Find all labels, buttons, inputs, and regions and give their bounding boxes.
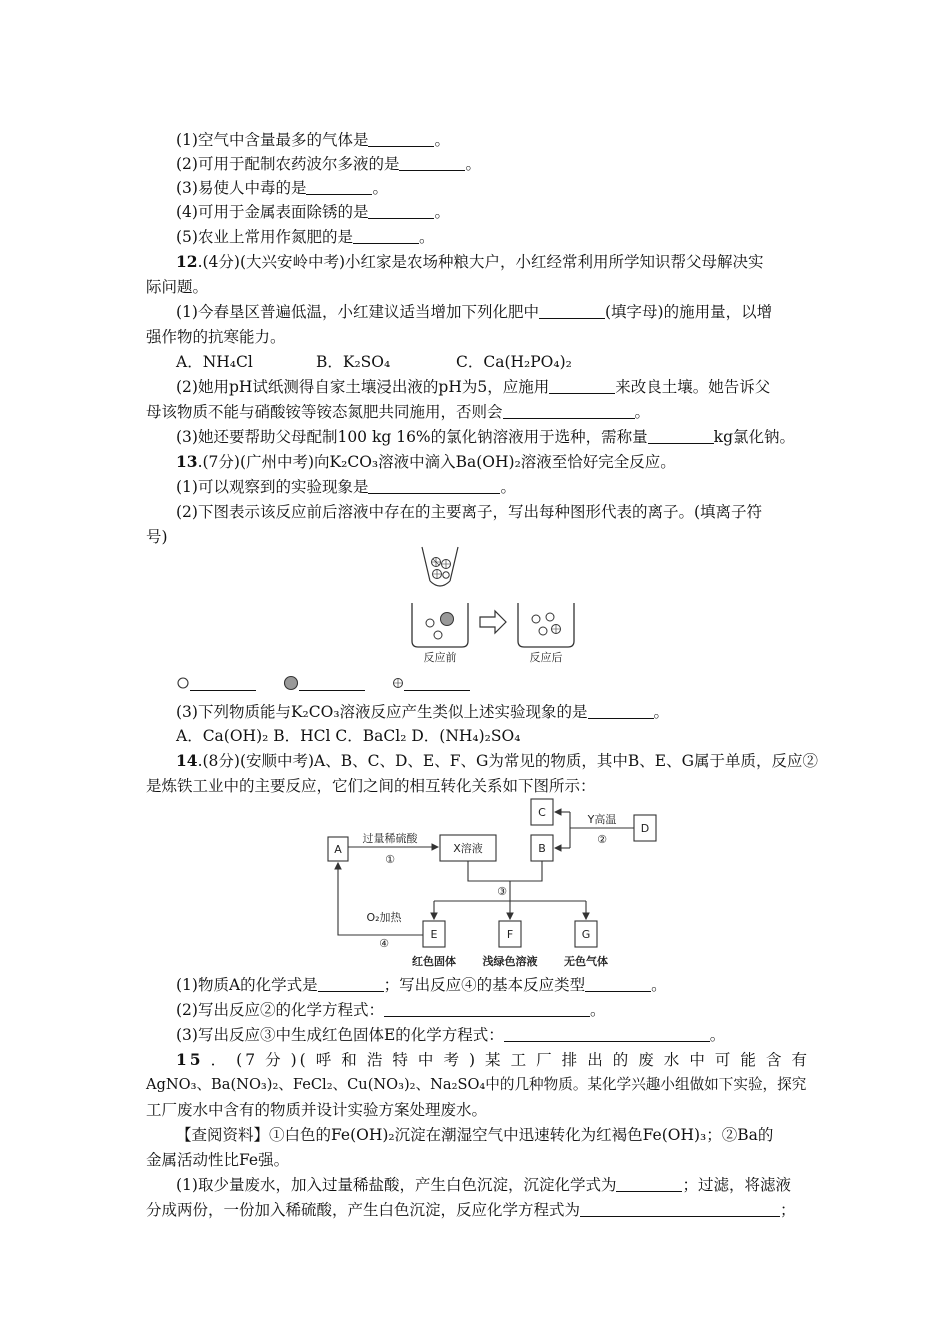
q15-part1 xyxy=(176,1173,810,1197)
after-label: 反应后 xyxy=(529,651,563,664)
edge-3-merge xyxy=(468,861,542,881)
q14-part1-text: (1)物质A的化学式是 xyxy=(176,976,318,994)
q13-part3 xyxy=(176,700,810,724)
dropper-tip xyxy=(430,581,450,586)
q14-part3 xyxy=(176,1023,810,1047)
box-b-label: B xyxy=(538,842,546,855)
answer-blank[interactable] xyxy=(549,378,615,394)
q13-ion-answers xyxy=(176,672,810,696)
period-mark: 。 xyxy=(709,1026,726,1044)
box-x-label: X溶液 xyxy=(453,842,483,855)
q14-heading-text: .(8分)(安顺中考)A、B、C、D、E、F、G为常见的物质，其中B、E、G属于单质，反应② xyxy=(197,752,818,770)
q13-part2-cont: 号) xyxy=(146,528,168,546)
q13-heading-text: .(7分)(广州中考)向K₂CO₃溶液中滴入Ba(OH)₂溶液至恰好完全反应。 xyxy=(197,453,676,471)
q13-options[interactable]: A．Ca(OH)₂ B．HCl C．BaCl₂ D．(NH₄)₂SO₄ xyxy=(176,727,521,745)
q11-item-4 xyxy=(176,200,810,224)
edge-2-label: Y高温 xyxy=(587,813,617,826)
q12-part1-cont: 强作物的抗寒能力。 xyxy=(146,328,286,346)
period-mark: 。 xyxy=(589,1001,606,1019)
q11-item-5-text: (5)农业上常用作氮肥的是 xyxy=(176,228,353,246)
q12-part1 xyxy=(176,300,810,324)
ion-reaction-figure xyxy=(400,545,580,665)
answer-blank[interactable] xyxy=(504,1026,710,1042)
answer-blank[interactable] xyxy=(404,675,470,691)
q15-reference-info: 【查阅资料】①白色的Fe(OH)₂沉淀在潮湿空气中迅速转化为红褐色Fe(OH)₃；②Ba的 xyxy=(176,1126,774,1144)
q14-part2-text: (2)写出反应②的化学方程式： xyxy=(176,1001,384,1019)
box-f-label: F xyxy=(506,928,514,941)
answer-blank[interactable] xyxy=(368,131,434,147)
q13-part2-text: (2)下图表示该反应前后溶液中存在的主要离子，写出每种图形代表的离子。(填离子符 xyxy=(176,503,763,521)
q15-number: 15 xyxy=(176,1050,204,1069)
answer-blank[interactable] xyxy=(580,1201,780,1217)
q14-part1 xyxy=(176,973,810,997)
q12-option-b[interactable]: B．K₂SO₄ xyxy=(316,353,391,371)
box-a-label: A xyxy=(334,843,342,856)
dropper-ions xyxy=(432,558,451,579)
answer-blank[interactable] xyxy=(503,403,635,419)
box-g-label: G xyxy=(581,928,591,941)
q11-item-1-text: (1)空气中含量最多的气体是 xyxy=(176,131,369,149)
q15-heading-text: ．(7分)(呼和浩特中考)某工厂排出的废水中可能含有 xyxy=(203,1051,810,1069)
q12-part1-text: (1)今春垦区普遍低温，小红建议适当增加下列化肥中 xyxy=(176,303,539,321)
q13-part1-text: (1)可以观察到的实验现象是 xyxy=(176,478,369,496)
answer-blank[interactable] xyxy=(306,179,372,195)
label-g: 无色气体 xyxy=(564,955,608,968)
q13-part3-text: (3)下列物质能与K₂CO₃溶液反应产生类似上述实验现象的是 xyxy=(176,703,588,721)
answer-blank[interactable] xyxy=(353,228,419,244)
beaker-before xyxy=(412,603,468,647)
q11-item-3 xyxy=(176,176,810,200)
q11-item-1 xyxy=(176,128,810,152)
q12-option-c[interactable]: C．Ca(H₂PO₄)₂ xyxy=(456,353,572,371)
answer-blank[interactable] xyxy=(318,976,384,992)
q13-part1 xyxy=(176,475,810,499)
period-mark: 。 xyxy=(372,179,388,197)
q12-part3 xyxy=(176,425,810,449)
answer-blank[interactable] xyxy=(190,675,256,691)
box-c-label: C xyxy=(538,806,546,819)
q15-heading-cont2: 工厂废水中含有的物质并设计实验方案处理废水。 xyxy=(146,1101,488,1119)
q11-item-4-text: (4)可用于金属表面除锈的是 xyxy=(176,203,369,221)
semicolon-mark: ； xyxy=(780,1201,796,1219)
q12-part1-text2: (填字母)的施用量，以增 xyxy=(604,303,773,321)
q15-part1-cont-text: 分成两份，一份加入稀硫酸，产生白色沉淀，反应化学方程式为 xyxy=(146,1201,581,1219)
q11-item-2 xyxy=(176,152,810,176)
q14-heading-cont: 是炼铁工业中的主要反应，它们之间的相互转化关系如下图所示： xyxy=(146,777,596,795)
edge-1-number: ① xyxy=(385,853,395,866)
answer-blank[interactable] xyxy=(368,478,500,494)
period-mark: 。 xyxy=(653,703,670,721)
q15-part1-cont xyxy=(146,1198,810,1222)
edge-4-label: O₂加热 xyxy=(366,911,402,924)
reaction-arrow-icon xyxy=(480,611,506,633)
q12-heading-cont: 际问题。 xyxy=(146,278,209,296)
before-label: 反应前 xyxy=(423,651,457,664)
edge-4 xyxy=(338,863,423,935)
q14-part3-text: (3)写出反应③中生成红色固体E的化学方程式： xyxy=(176,1026,504,1044)
q15-heading xyxy=(176,1048,810,1072)
q12-part2 xyxy=(176,375,810,399)
q15-part1-text: (1)取少量废水，加入过量稀盐酸，产生白色沉淀，沉淀化学式为 xyxy=(176,1176,617,1194)
q12-option-a[interactable]: A．NH₄Cl xyxy=(176,353,253,371)
conversion-flow-diagram xyxy=(322,795,662,975)
q12-part2-text: (2)她用pH试纸测得自家土壤浸出液的pH为5，应施用 xyxy=(176,378,550,396)
q12-part2-cont xyxy=(146,400,810,424)
q11-item-5 xyxy=(176,225,810,249)
q15-part1-text2: ；过滤，将滤液 xyxy=(682,1176,791,1194)
answer-blank[interactable] xyxy=(368,203,434,219)
edge-3-number: ③ xyxy=(497,885,507,898)
answer-blank[interactable] xyxy=(384,1001,590,1017)
edge-1-label: 过量稀硫酸 xyxy=(362,832,418,845)
beaker-before-ions xyxy=(426,613,454,640)
q12-number: 12 xyxy=(176,252,198,271)
q12-part2-cont-text: 母该物质不能与硝酸铵等铵态氮肥共同施用，否则会 xyxy=(146,403,503,421)
q12-options xyxy=(176,350,810,374)
answer-blank[interactable] xyxy=(585,976,651,992)
q14-heading xyxy=(176,749,818,773)
q12-part2-text2: 来改良土壤。她告诉父 xyxy=(615,378,771,396)
box-d-label: D xyxy=(640,822,650,835)
label-e: 红色固体 xyxy=(412,955,456,968)
q11-item-2-text: (2)可用于配制农药波尔多液的是 xyxy=(176,155,400,173)
label-f: 浅绿色溶液 xyxy=(482,955,538,968)
period-mark: 。 xyxy=(418,228,435,246)
beaker-after xyxy=(518,603,574,647)
period-mark: 。 xyxy=(651,976,667,994)
q12-part3-text: (3)她还要帮助父母配制100 kg 16%的氯化钠溶液用于选种，需称量 xyxy=(176,428,648,446)
edge-2-number: ② xyxy=(597,833,607,846)
period-mark: 。 xyxy=(465,155,481,173)
answer-blank[interactable] xyxy=(399,155,465,171)
q13-heading xyxy=(176,450,810,474)
q14-number: 14 xyxy=(176,751,198,770)
hatched-circle-icon xyxy=(392,677,404,689)
answer-blank[interactable] xyxy=(588,703,654,719)
q14-part1-text2: ；写出反应④的基本反应类型 xyxy=(383,976,586,994)
q14-part2 xyxy=(176,998,810,1022)
period-mark: 。 xyxy=(434,203,450,221)
box-e-label: E xyxy=(430,928,438,941)
q12-part3-text2: kg氯化钠。 xyxy=(713,428,795,446)
grey-circle-icon xyxy=(283,675,299,691)
q13-number: 13 xyxy=(176,452,198,471)
answer-blank[interactable] xyxy=(539,303,605,319)
small-circle-icon xyxy=(176,676,190,690)
q15-reference-info-cont: 金属活动性比Fe强。 xyxy=(146,1151,290,1169)
edge-4-number: ④ xyxy=(379,937,389,950)
period-mark: 。 xyxy=(434,131,450,149)
answer-blank[interactable] xyxy=(299,675,365,691)
q11-item-3-text: (3)易使人中毒的是 xyxy=(176,179,307,197)
answer-blank[interactable] xyxy=(616,1176,682,1192)
answer-blank[interactable] xyxy=(648,428,714,444)
beaker-after-ions xyxy=(532,613,561,635)
period-mark: 。 xyxy=(634,403,651,421)
q12-heading xyxy=(176,250,810,274)
q15-heading-cont: AgNO₃、Ba(NO₃)₂、FeCl₂、Cu(NO₃)₂、Na₂SO₄中的几种物质。某化学兴趣小组做如下实验，探究 xyxy=(146,1076,807,1093)
q12-heading-text: .(4分)(大兴安岭中考)小红家是农场种粮大户，小红经常利用所学知识帮父母解决实 xyxy=(197,253,764,271)
period-mark: 。 xyxy=(500,478,516,496)
